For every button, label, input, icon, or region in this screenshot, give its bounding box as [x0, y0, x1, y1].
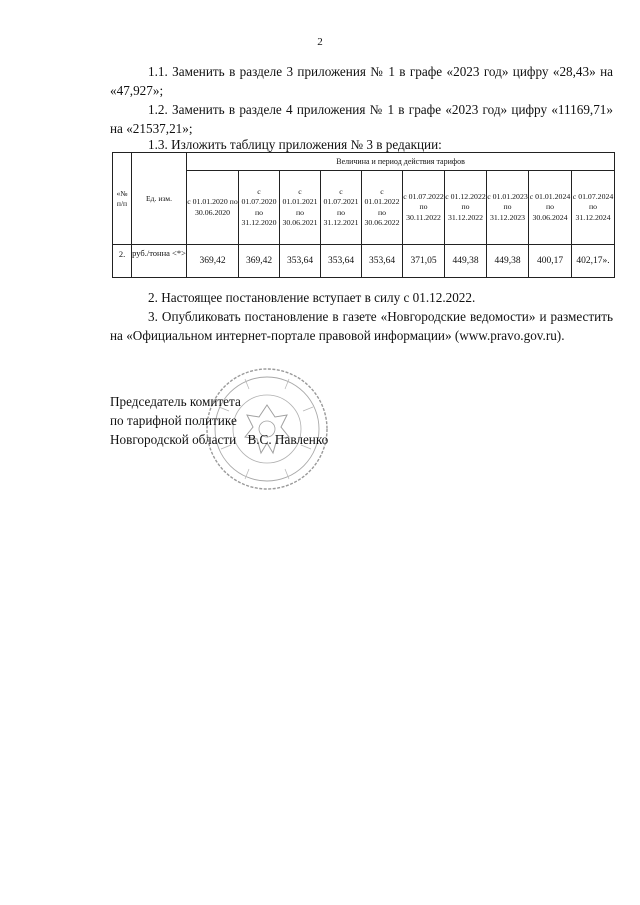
tariff-value: 369,42 — [187, 245, 239, 278]
tariff-value: 371,05 — [403, 245, 445, 278]
period-header: с 01.01.2024 по 30.06.2024 — [529, 171, 572, 245]
paragraph-1-3: 1.3. Изложить таблицу приложения № 3 в редакции: — [148, 137, 442, 152]
page-number: 2 — [317, 36, 323, 48]
tariff-value: 353,64 — [321, 245, 362, 278]
row-unit: руб./тонна <*> — [132, 245, 187, 278]
signatory-name: В.С. Павленко — [247, 432, 329, 447]
tariff-value: 369,42 — [239, 245, 280, 278]
paragraph-2: 2. Настоящее постановление вступает в силу с 01.12.2022. — [148, 290, 476, 305]
signatory-title-line-2: по тарифной политике — [110, 413, 237, 428]
table-row — [113, 245, 615, 278]
signatory-title-line-1: Председатель комитета — [110, 394, 241, 409]
tariff-value: 400,17 — [529, 245, 572, 278]
period-header: с 01.01.2021 по 30.06.2021 — [280, 171, 321, 245]
paragraph-1-2: 1.2. Заменить в разделе 4 приложения № 1 в графе «2023 год» цифру «11169,71» на «21537,21»; — [110, 102, 613, 136]
period-header: с 01.07.2024 по 31.12.2024 — [572, 171, 615, 245]
tariff-value: 353,64 — [362, 245, 403, 278]
paragraph-1-1: 1.1. Заменить в разделе 3 приложения № 1 в графе «2023 год» цифру «28,43» на «47,927»; — [110, 64, 613, 98]
tariff-group-header: Величина и период действия тарифов — [187, 153, 615, 171]
row-number: 2. — [113, 245, 132, 278]
signatory-title-line-3 — [110, 430, 328, 449]
period-header: с 01.01.2020 по 30.06.2020 — [187, 171, 239, 245]
tariff-value: 449,38 — [445, 245, 487, 278]
tariff-table — [112, 152, 615, 278]
paragraph-3: 3. Опубликовать постановление в газете «Новгородские ведомости» и разместить на «Официальном интернет-портале правовой информации» (www.pravo.gov.ru). — [110, 309, 613, 343]
period-header: с 01.07.2020 по 31.12.2020 — [239, 171, 280, 245]
col-num-header: «№ п/п — [113, 153, 132, 245]
tariff-value: 353,64 — [280, 245, 321, 278]
period-header: с 01.07.2021 по 31.12.2021 — [321, 171, 362, 245]
tariff-value: 449,38 — [487, 245, 529, 278]
tariff-value: 402,17». — [572, 245, 615, 278]
period-header: с 01.07.2022 по 30.11.2022 — [403, 171, 445, 245]
period-header: с 01.01.2022 по 30.06.2022 — [362, 171, 403, 245]
period-header: с 01.01.2023 по 31.12.2023 — [487, 171, 529, 245]
signatory-region: Новгородской области — [110, 432, 237, 447]
period-header: с 01.12.2022 по 31.12.2022 — [445, 171, 487, 245]
col-unit-header: Ед. изм. — [132, 153, 187, 245]
